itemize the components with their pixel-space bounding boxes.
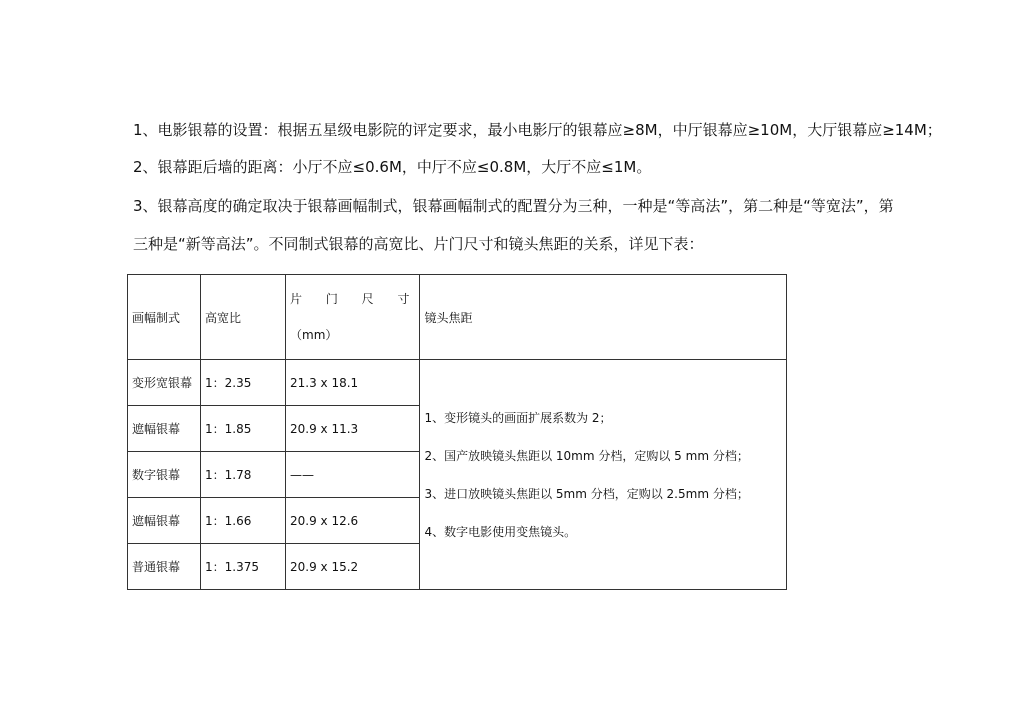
paragraph-rear-wall-distance: 2、银幕距后墙的距离：小厅不应≤0.6M，中厅不应≤0.8M，大厅不应≤1M。 (133, 158, 652, 176)
table-header-row (128, 275, 787, 360)
cell-format: 数字银幕 (128, 452, 201, 498)
cell-ratio: 1：1.85 (201, 406, 286, 452)
cell-ratio: 1：2.35 (201, 360, 286, 406)
lens-note: 4、数字电影使用变焦镜头。 (424, 524, 577, 539)
cell-gate: 20.9 x 11.3 (286, 406, 420, 452)
cell-format: 变形宽银幕 (128, 360, 201, 406)
paragraph-screen-setting: 1、电影银幕的设置：根据五星级电影院的评定要求，最小电影厅的银幕应≥8M，中厅银幕应≥10M，大厅银幕应≥14M； (133, 121, 942, 139)
table-row (128, 360, 787, 406)
header-gate-size-label: 片 门 尺 寸 (290, 292, 420, 306)
cell-format: 普通银幕 (128, 544, 201, 590)
header-lens-focal: 镜头焦距 (420, 275, 787, 360)
header-gate-size (286, 275, 420, 360)
paragraph-screen-height-line2: 三种是“新等高法”。不同制式银幕的高宽比、片门尺寸和镜头焦距的关系，详见下表： (133, 235, 704, 253)
header-ratio: 高宽比 (201, 275, 286, 360)
cell-ratio: 1：1.78 (201, 452, 286, 498)
lens-note: 3、进口放映镜头焦距以 5mm 分档，定购以 2.5mm 分档； (424, 486, 749, 501)
cell-gate: 21.3 x 18.1 (286, 360, 420, 406)
header-format: 画幅制式 (128, 275, 201, 360)
header-gate-size-unit: （mm） (290, 328, 338, 342)
cell-gate: 20.9 x 15.2 (286, 544, 420, 590)
lens-note: 2、国产放映镜头焦距以 10mm 分档，定购以 5 mm 分档； (424, 448, 749, 463)
paragraph-screen-height-line1: 3、银幕高度的确定取决于银幕画幅制式，银幕画幅制式的配置分为三种，一种是“等高法”，第二种是“等宽法”，第 (133, 197, 894, 215)
screen-format-table (127, 274, 787, 590)
cell-ratio: 1：1.66 (201, 498, 286, 544)
cell-format: 遮幅银幕 (128, 406, 201, 452)
cell-ratio: 1：1.375 (201, 544, 286, 590)
lens-note: 1、变形镜头的画面扩展系数为 2； (424, 410, 612, 425)
cell-format: 遮幅银幕 (128, 498, 201, 544)
cell-gate: 20.9 x 12.6 (286, 498, 420, 544)
lens-notes-cell (420, 360, 787, 590)
cell-gate: —— (286, 452, 420, 498)
